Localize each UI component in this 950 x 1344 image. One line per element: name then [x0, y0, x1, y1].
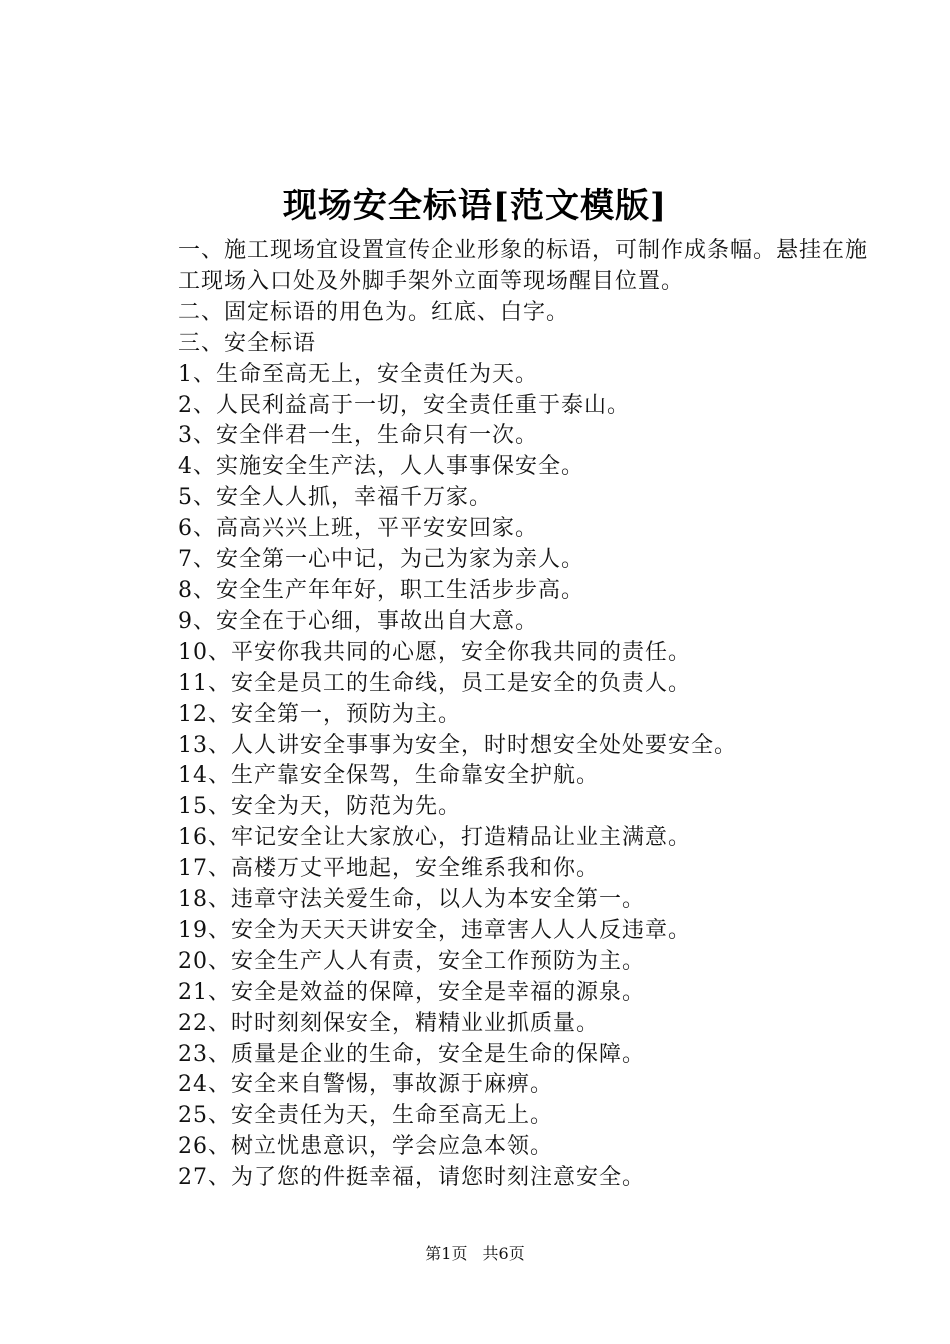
slogan-item: 6、高高兴兴上班，平平安安回家。: [178, 516, 538, 542]
page-footer: [0, 1242, 950, 1266]
slogan-item: 13、人人讲安全事事为安全，时时想安全处处要安全。: [178, 732, 737, 758]
slogan-item: 1、生命至高无上，安全责任为天。: [178, 361, 538, 387]
slogan-item: 2、人民利益高于一切，安全责任重于泰山。: [178, 392, 630, 418]
slogan-item: 18、违章守法关爱生命，以人为本安全第一。: [178, 887, 645, 913]
slogan-item: 8、安全生产年年好，职工生活步步高。: [178, 577, 584, 603]
slogan-item: 15、安全为天，防范为先。: [178, 794, 461, 820]
slogan-item: 27、为了您的件挺幸福，请您时刻注意安全。: [178, 1165, 645, 1191]
slogan-item: 24、安全来自警惕，事故源于麻痹。: [178, 1072, 553, 1098]
slogan-item: 26、树立忧患意识，学会应急本领。: [178, 1134, 553, 1160]
intro-paragraph-2: 二、固定标语的用色为。红底、白字。: [178, 299, 570, 325]
slogan-list: [130, 360, 870, 1194]
page-total: 共6页: [482, 1244, 525, 1263]
slogan-item: 10、平安你我共同的心愿，安全你我共同的责任。: [178, 639, 691, 665]
slogan-item: 22、时时刻刻保安全，精精业业抓质量。: [178, 1010, 599, 1036]
page-number: 第1页: [425, 1244, 468, 1263]
slogan-item: 11、安全是员工的生命线，员工是安全的负责人。: [178, 670, 691, 696]
slogan-item: 17、高楼万丈平地起，安全维系我和你。: [178, 856, 599, 882]
section-heading-slogans: 三、安全标语: [178, 330, 317, 356]
document-body: [130, 236, 870, 1194]
slogan-item: 12、安全第一，预防为主。: [178, 701, 461, 727]
slogan-item: 3、安全伴君一生，生命只有一次。: [178, 423, 538, 449]
slogan-item: 7、安全第一心中记，为己为家为亲人。: [178, 547, 584, 573]
slogan-item: 25、安全责任为天，生命至高无上。: [178, 1103, 553, 1129]
intro-paragraph-1: 一、施工现场宜设置宣传企业形象的标语，可制作成条幅。悬挂在施工现场入口处及外脚手架外立面等现场醒目位置。: [178, 238, 869, 294]
document-title: 现场安全标语[范文模版]: [282, 186, 668, 226]
slogan-item: 5、安全人人抓，幸福千万家。: [178, 485, 492, 511]
slogan-item: 16、牢记安全让大家放心，打造精品让业主满意。: [178, 825, 691, 851]
slogan-item: 4、实施安全生产法，人人事事保安全。: [178, 454, 584, 480]
slogan-item: 14、生产靠安全保驾，生命靠安全护航。: [178, 763, 599, 789]
slogan-item: 9、安全在于心细，事故出自大意。: [178, 608, 538, 634]
slogan-item: 19、安全为天天天讲安全，违章害人人人反违章。: [178, 917, 691, 943]
slogan-item: 21、安全是效益的保障，安全是幸福的源泉。: [178, 979, 645, 1005]
slogan-item: 20、安全生产人人有责，安全工作预防为主。: [178, 948, 645, 974]
slogan-item: 23、质量是企业的生命，安全是生命的保障。: [178, 1041, 645, 1067]
